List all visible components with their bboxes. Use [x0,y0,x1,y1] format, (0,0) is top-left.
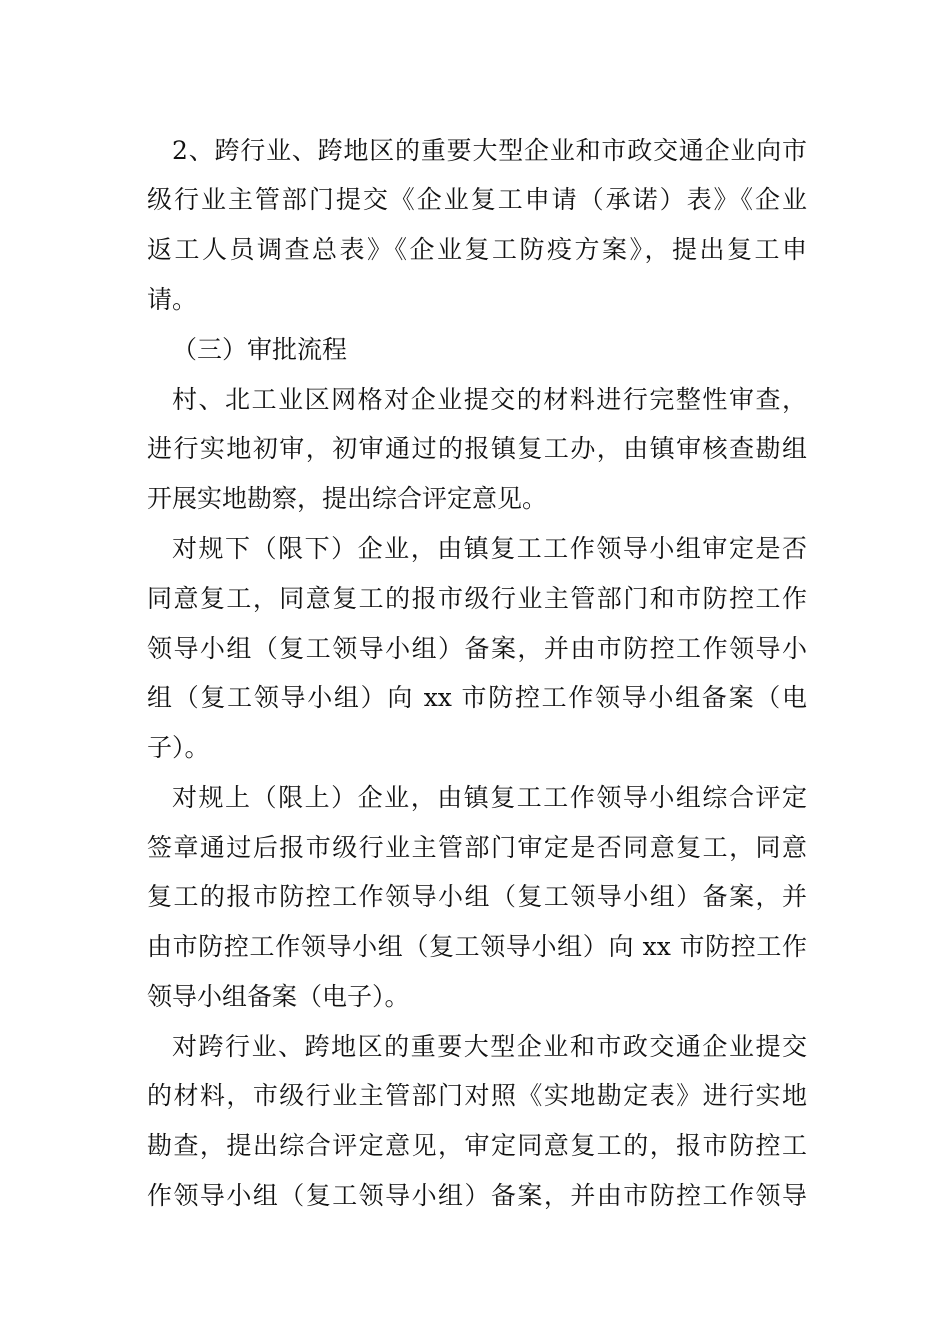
paragraph-line: 作领导小组（复工领导小组）备案，并由市防控工作领导 [147,1181,807,1210]
paragraph-line: 复工的报市防控工作领导小组（复工领导小组）备案，并 [147,882,807,911]
paragraph-line: 进行实地初审，初审通过的报镇复工办，由镇审核查勘组 [147,434,807,463]
paragraph-line: 组（复工领导小组）向 xx 市防控工作领导小组备案（电 [147,683,807,712]
paragraph-line: 子）。 [147,733,210,762]
paragraph-line: 对跨行业、跨地区的重要大型企业和市政交通企业提交 [172,1032,807,1061]
paragraph-line: 签章通过后报市级行业主管部门审定是否同意复工，同意 [147,833,807,862]
paragraph-line: 返工人员调查总表》《企业复工防疫方案》，提出复工申 [147,235,807,264]
paragraph-line: 领导小组备案（电子）。 [147,982,410,1011]
paragraph-line: 开展实地勘察，提出综合评定意见。 [147,484,548,513]
paragraph-line: 2、跨行业、跨地区的重要大型企业和市政交通企业向市 [172,136,807,165]
paragraph-line: 的材料，市级行业主管部门对照《实地勘定表》进行实地 [147,1081,807,1110]
paragraph-line: 请。 [147,285,198,314]
section-heading: （三）审批流程 [172,335,348,364]
paragraph-line: 同意复工，同意复工的报市级行业主管部门和市防控工作 [147,584,807,613]
paragraph-line: 领导小组（复工领导小组）备案，并由市防控工作领导小 [147,634,807,663]
paragraph-line: 村、北工业区网格对企业提交的材料进行完整性审查， [172,385,807,414]
paragraph-line: 勘查，提出综合评定意见，审定同意复工的，报市防控工 [147,1131,807,1160]
paragraph-line: 级行业主管部门提交《企业复工申请（承诺）表》《企业 [147,185,807,214]
paragraph-line: 对规上（限上）企业，由镇复工工作领导小组综合评定 [172,783,807,812]
paragraph-line: 由市防控工作领导小组（复工领导小组）向 xx 市防控工作 [147,932,807,961]
paragraph-line: 对规下（限下）企业，由镇复工工作领导小组审定是否 [172,534,807,563]
